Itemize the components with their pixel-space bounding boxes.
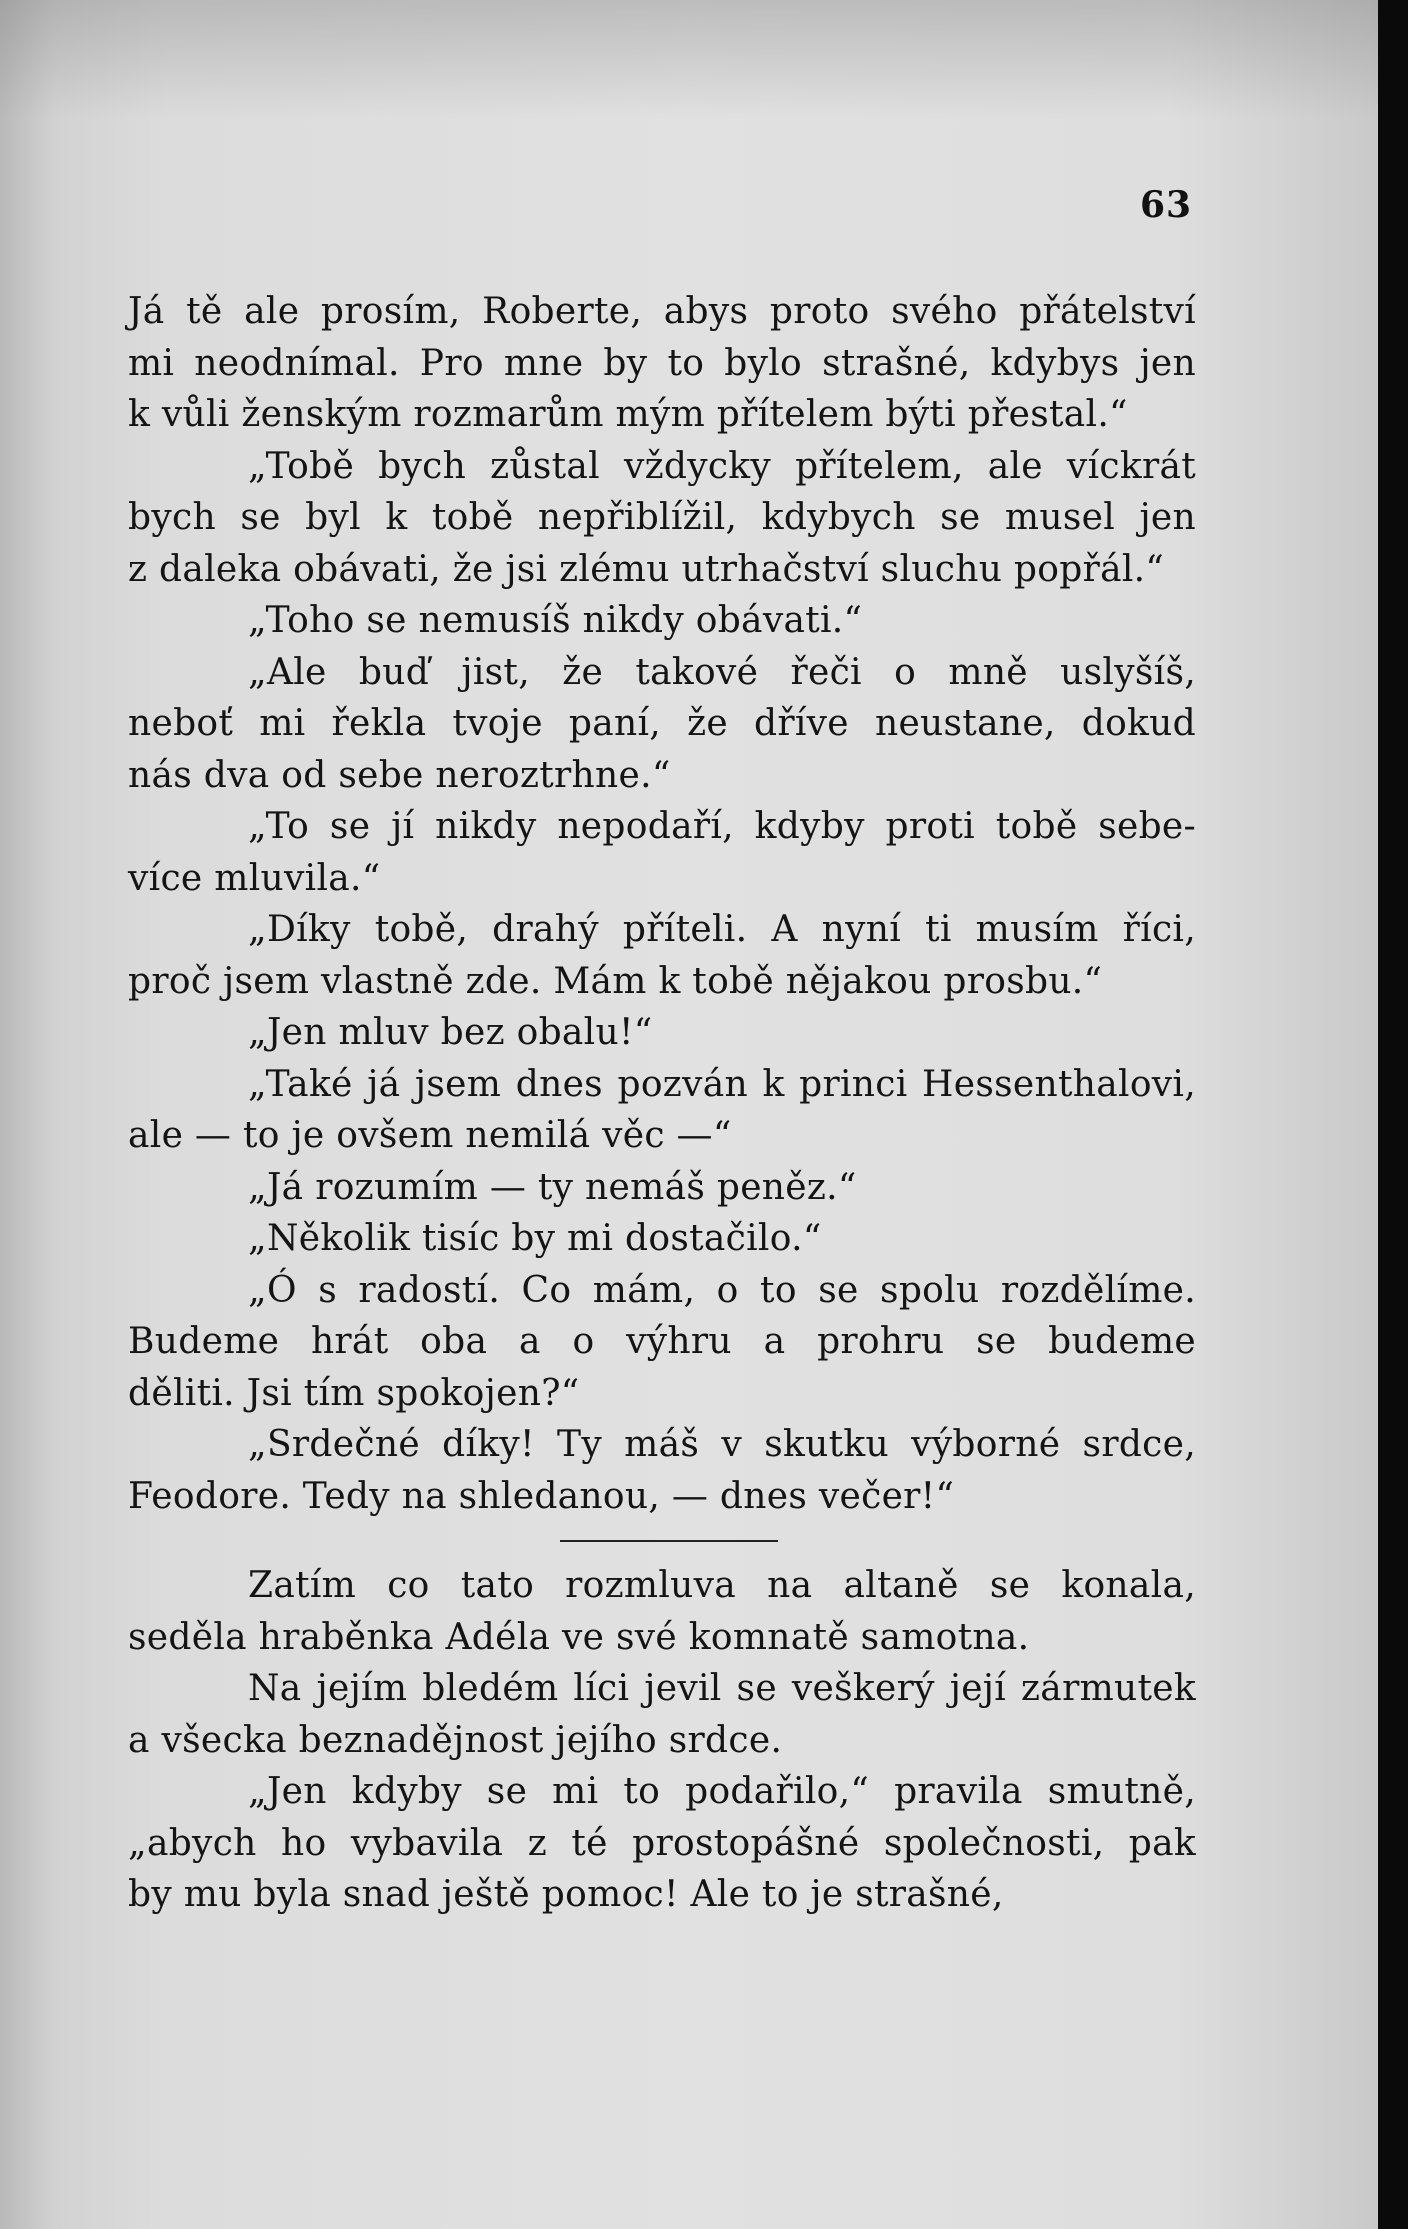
section-divider: [560, 1540, 778, 1542]
text-line: seděla hraběnka Adéla ve své komnatě samotna.: [128, 1616, 1030, 1658]
text-line: Zatím co tato rozmluva na altaně se konala,: [248, 1565, 1196, 1606]
text-line: z daleka obávati, že jsi zlému utrhačství sluchu popřál.“: [128, 548, 1165, 590]
text-line: „Ale buď jist, že takové řeči o mně uslyšíš,: [248, 651, 1196, 693]
text-line: k vůli ženským rozmarům mým přítelem býti přestal.“: [128, 394, 1128, 435]
text-line: „Srdečné díky! Ty máš v skutku výborné srdce,: [248, 1424, 1196, 1465]
text-line: „Několik tisíc by mi dostačilo.“: [248, 1218, 822, 1259]
text-line: Feodore. Tedy na shledanou, — dnes večer!“: [128, 1475, 955, 1517]
text-line: ale — to je ovšem nemilá věc —“: [128, 1115, 732, 1156]
text-line: by mu byla snad ještě pomoc! Ale to je strašné,: [128, 1874, 1004, 1915]
text-line: více mluvila.“: [128, 857, 381, 899]
text-line: nás dva od sebe neroztrhne.“: [128, 754, 671, 796]
page-number: 63: [1140, 184, 1193, 226]
text-line: mi neodnímal. Pro mne by to bylo strašné, kdybys jen: [128, 342, 1196, 384]
text-line: proč jsem vlastně zde. Mám k tobě nějakou prosbu.“: [128, 960, 1103, 1002]
text-line: bych se byl k tobě nepřiblížil, kdybych se musel jen: [128, 497, 1196, 538]
text-line: „Já rozumím — ty nemáš peněz.“: [248, 1166, 857, 1208]
text-line: a všecka beznadějnost jejího srdce.: [128, 1719, 783, 1761]
text-line: neboť mi řekla tvoje paní, že dříve neustane, dokud: [128, 703, 1196, 744]
text-line: „Tobě bych zůstal vždycky přítelem, ale víckrát: [248, 445, 1196, 487]
text-line: „Díky tobě, drahý příteli. A nyní ti musím říci,: [248, 909, 1196, 950]
text-line: „Toho se nemusíš nikdy obávati.“: [248, 600, 863, 641]
text-line: „Ó s radostí. Co mám, o to se spolu rozdělíme.: [248, 1269, 1196, 1311]
text-line: děliti. Jsi tím spokojen?“: [128, 1372, 580, 1414]
body-text: [128, 286, 1196, 1921]
text-line: „Také já jsem dnes pozván k princi Hessenthalovi,: [248, 1063, 1196, 1105]
text-line: Na jejím bledém líci jevil se veškerý její zármutek: [248, 1668, 1196, 1709]
narration-section: [128, 1560, 1196, 1921]
dialogue-section: [128, 286, 1196, 1522]
text-line: „To se jí nikdy nepodaří, kdyby proti tobě sebe-: [248, 806, 1196, 847]
text-line: „abych ho vybavila z té prostopášné společnosti, pak: [128, 1822, 1196, 1864]
text-line: Já tě ale prosím, Roberte, abys proto svého přátelství: [128, 291, 1196, 332]
text-line: Budeme hrát oba a o výhru a prohru se budeme: [128, 1321, 1196, 1362]
text-line: „Jen kdyby se mi to podařilo,“ pravila smutně,: [248, 1771, 1196, 1812]
text-line: „Jen mluv bez obalu!“: [248, 1012, 653, 1053]
